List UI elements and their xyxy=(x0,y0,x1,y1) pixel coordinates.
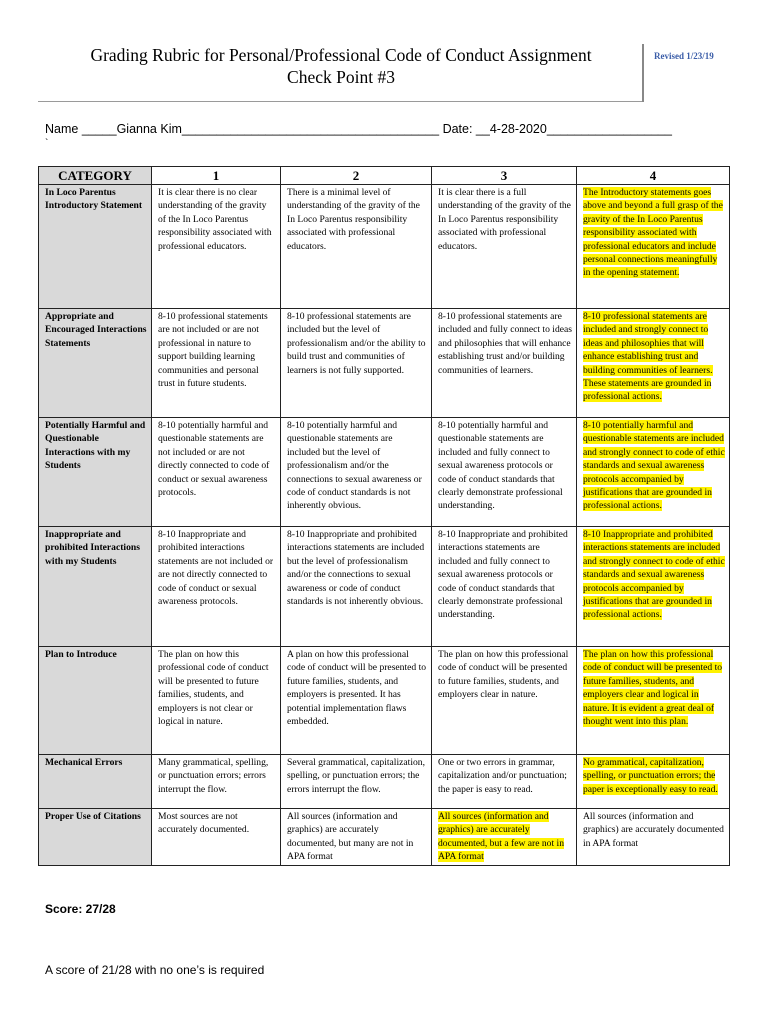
criteria-cell-2: 8-10 potentially harmful and questionable statements are included but the level of professionalism and/or the connections to sexual awareness or code of conduct standards is not inherently obvious. xyxy=(281,418,432,527)
table-row xyxy=(39,309,730,418)
criteria-cell-1: Most sources are not accurately documented. xyxy=(152,809,281,866)
table-row xyxy=(39,755,730,809)
header-score-1: 1 xyxy=(152,167,281,185)
revised-divider xyxy=(642,44,644,102)
rubric-header-row xyxy=(39,167,730,185)
page-title xyxy=(38,44,644,100)
table-row xyxy=(39,185,730,309)
category-cell: Potentially Harmful and Questionable Interactions with my Students xyxy=(39,418,152,527)
category-cell: In Loco Parentus Introductory Statement xyxy=(39,185,152,309)
score-requirement: A score of 21/28 with no one’s is required xyxy=(45,963,265,977)
header-category: CATEGORY xyxy=(39,167,152,185)
criteria-cell-4 xyxy=(577,755,730,809)
category-cell: Mechanical Errors xyxy=(39,755,152,809)
criteria-cell-2: A plan on how this professional code of conduct will be presented to future families, students, and employers is presented. It has potential implementation flaws embedded. xyxy=(281,647,432,755)
criteria-cell-4 xyxy=(577,527,730,647)
criteria-cell-3: 8-10 potentially harmful and questionable statements are included and fully connect to sexual awareness protocols or code of conduct standards that clearly demonstrate professional understanding. xyxy=(432,418,577,527)
criteria-cell-1: Many grammatical, spelling, or punctuation errors; errors interrupt the flow. xyxy=(152,755,281,809)
highlighted-text: 8-10 potentially harmful and questionable statements are included and strongly connect to code of ethic standards and sexual awareness protocols accompanied by justifications that are grounded in professional actions. xyxy=(583,420,725,512)
score-total: Score: 27/28 xyxy=(45,902,116,916)
criteria-cell-4: All sources (information and graphics) are accurately documented in APA format xyxy=(577,809,730,866)
category-cell: Inappropriate and prohibited Interactions with my Students xyxy=(39,527,152,647)
criteria-cell-3: One or two errors in grammar, capitalization and/or punctuation; the paper is easy to read. xyxy=(432,755,577,809)
header-score-3: 3 xyxy=(432,167,577,185)
table-row xyxy=(39,418,730,527)
criteria-cell-1: The plan on how this professional code of conduct will be presented to future families, students, and employers is not clear or logical in nature. xyxy=(152,647,281,755)
category-cell: Plan to Introduce xyxy=(39,647,152,755)
criteria-cell-2: 8-10 Inappropriate and prohibited interactions statements are included but the level of professionalism and/or the connections to sexual awareness or code of conduct standards is not inherently obvious. xyxy=(281,527,432,647)
name-date-line: Name _____Gianna Kim_____________________________________ Date: __4-28-2020__________________ xyxy=(45,122,672,136)
criteria-cell-1: 8-10 Inappropriate and prohibited interactions statements are not included or are not directly connected to code of conduct or sexual awareness protocols. xyxy=(152,527,281,647)
header-divider xyxy=(38,101,644,102)
category-cell: Appropriate and Encouraged Interactions Statements xyxy=(39,309,152,418)
table-row xyxy=(39,647,730,755)
highlighted-text: 8-10 professional statements are included and strongly connect to ideas and philosophies that will enhance establishing trust and building communities of learners. These statements are grounded in professional actions. xyxy=(583,311,713,403)
criteria-cell-1: 8-10 professional statements are not included or are not professional in nature to support building learning communities and personal trust in future students. xyxy=(152,309,281,418)
criteria-cell-2: 8-10 professional statements are included but the level of professionalism and/or the ability to build trust and communities of learners is not fully supported. xyxy=(281,309,432,418)
criteria-cell-4 xyxy=(577,647,730,755)
criteria-cell-1: It is clear there is no clear understanding of the gravity of the In Loco Parentus responsibility associated with professional educators. xyxy=(152,185,281,309)
title-line-2: Check Point #3 xyxy=(287,67,395,87)
criteria-cell-3: It is clear there is a full understanding of the gravity of the In Loco Parentus responsibility associated with professional educators. xyxy=(432,185,577,309)
criteria-cell-3 xyxy=(432,809,577,866)
criteria-cell-4 xyxy=(577,309,730,418)
highlighted-text: All sources (information and graphics) are accurately documented, but a few are not in APA format xyxy=(438,811,565,863)
highlighted-text: 8-10 Inappropriate and prohibited interactions statements are included and strongly connect to code of ethic standards and sexual awareness protocols accompanied by justifications that are grounded in professional actions. xyxy=(583,529,725,621)
title-line-1: Grading Rubric for Personal/Professional Code of Conduct Assignment xyxy=(90,45,592,65)
header-score-2: 2 xyxy=(281,167,432,185)
stray-tick: ` xyxy=(45,138,49,149)
criteria-cell-4 xyxy=(577,418,730,527)
criteria-cell-2: There is a minimal level of understanding of the gravity of the In Loco Parentus responsibility associated with professional educators. xyxy=(281,185,432,309)
category-cell: Proper Use of Citations xyxy=(39,809,152,866)
criteria-cell-1: 8-10 potentially harmful and questionable statements are not included or are not directly connected to code of conduct or sexual awareness protocols. xyxy=(152,418,281,527)
criteria-cell-3: 8-10 Inappropriate and prohibited interactions statements are included and fully connect to sexual awareness protocols or code of conduct standards that clearly demonstrate professional understanding. xyxy=(432,527,577,647)
highlighted-text: No grammatical, capitalization, spelling, or punctuation errors; the paper is exceptionally easy to read. xyxy=(583,757,718,795)
table-row xyxy=(39,809,730,866)
criteria-cell-4 xyxy=(577,185,730,309)
rubric-table xyxy=(38,166,730,866)
criteria-cell-3: 8-10 professional statements are included and fully connect to ideas and philosophies that will enhance establishing trust and/or building communities of learners. xyxy=(432,309,577,418)
table-row xyxy=(39,527,730,647)
criteria-cell-2: All sources (information and graphics) are accurately documented, but many are not in APA format xyxy=(281,809,432,866)
revised-date: Revised 1/23/19 xyxy=(654,51,714,61)
highlighted-text: The plan on how this professional code of conduct will be presented to future families, students, and employers clear and logical in nature. It is evident a great deal of thought went into this plan. xyxy=(583,649,723,728)
highlighted-text: The Introductory statements goes above and beyond a full grasp of the gravity of the In Loco Parentus responsibility associated with professional educators and include personal connections meaningfully in the opening statement. xyxy=(583,187,723,279)
criteria-cell-2: Several grammatical, capitalization, spelling, or punctuation errors; the errors interrupt the flow. xyxy=(281,755,432,809)
criteria-cell-3: The plan on how this professional code of conduct will be presented to future families, students, and employers clear in nature. xyxy=(432,647,577,755)
header-score-4: 4 xyxy=(577,167,730,185)
